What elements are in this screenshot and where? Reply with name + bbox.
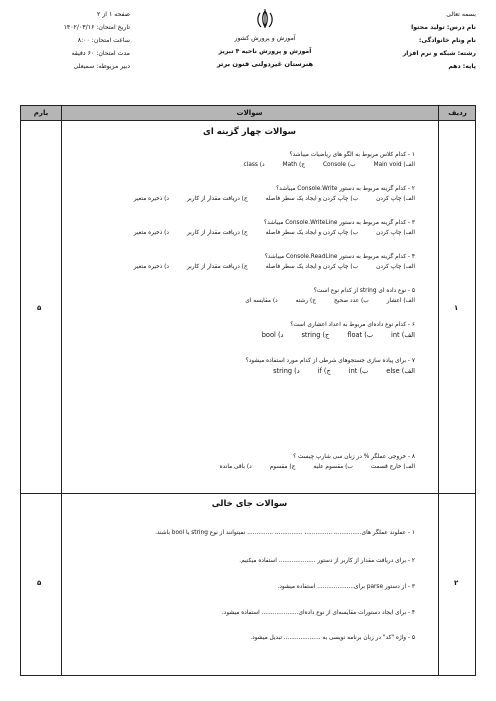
question-text: ۸ - خروجی عملگر % در زبان سی شارپ چیست ؟ bbox=[293, 454, 415, 460]
mcq-question bbox=[85, 184, 415, 204]
grade-label: پایه: دهم bbox=[448, 63, 476, 70]
option: ب) float bbox=[347, 331, 374, 339]
page-number: صفحه ۱ از ۲ bbox=[97, 11, 130, 18]
student-name-label: نام ونام خانوادگی: bbox=[418, 37, 476, 44]
header-middle bbox=[200, 8, 330, 71]
option: ج) if bbox=[317, 367, 331, 375]
ministry-line: آموزش و پرورش کشور bbox=[234, 35, 296, 42]
option: الف) else bbox=[386, 367, 415, 375]
question-text: ۳ - کدام گزینه مربوط به دستور Console.WriteLine میباشد؟ bbox=[264, 220, 415, 226]
mcq-question bbox=[85, 356, 415, 376]
option: د) class bbox=[243, 162, 265, 168]
option: ب) چاپ کردن و ایجاد یک سطر فاصله bbox=[265, 196, 359, 202]
option: ج) Math bbox=[282, 162, 305, 168]
fill-in-question: ۳ - از دستور parse برای.................... استفاده میشود. bbox=[277, 584, 415, 590]
option: د) ذخیره متغیر bbox=[133, 196, 169, 202]
question-options bbox=[85, 296, 415, 306]
row-divider bbox=[21, 493, 475, 494]
teacher-name: دبیر مربوطه: سمیعلی bbox=[73, 63, 130, 70]
option: ب) مقسوم علیه bbox=[313, 464, 353, 470]
basmala: بسمه تعالی bbox=[446, 11, 476, 18]
question-text: ۶ - کدام نوع داده‌ای مربوط به اعداد اعشاری است؟ bbox=[290, 322, 415, 328]
option: ب) int bbox=[348, 367, 369, 375]
fill-in-question: ۴ - برای ایجاد دستورات مقایسه‌ای از نوع داده‌ای.................... استفاده میشود. bbox=[221, 610, 415, 616]
mcq-question bbox=[85, 218, 415, 238]
exam-date: تاریخ امتحان: ۱۴۰۲/۰۳/۱۶ bbox=[63, 24, 130, 31]
mcq-question bbox=[85, 320, 415, 340]
option: الف) int bbox=[391, 331, 415, 339]
exam-duration: مدت امتحان: ۶۰ دقیقه bbox=[71, 50, 130, 57]
section1-score: ۵ bbox=[37, 304, 42, 312]
question-text: ۲ - کدام گزینه مربوط به دستور Console.Write میباشد؟ bbox=[276, 186, 415, 192]
subject-label: نام درس: تولید محتوا bbox=[411, 24, 476, 31]
option: ب) چاپ کردن و ایجاد یک سطر فاصله bbox=[265, 230, 359, 236]
option: د) مقایسه ای bbox=[245, 298, 278, 304]
option: د) string bbox=[273, 367, 300, 375]
question-options bbox=[85, 194, 415, 204]
option: د) ذخیره متغیر bbox=[133, 230, 169, 236]
option: الف) چاپ کردن bbox=[376, 230, 415, 236]
school-name: هنرستان غیردولتی فنون برتر bbox=[216, 60, 314, 68]
question-text: ۱ - کدام کلاس مربوط به الگو های ریاضیات میباشد؟ bbox=[289, 152, 415, 158]
question-text: ۷ - برای پیاده سازی جستجوهای شرطی از کدام مورد استفاده میشود؟ bbox=[245, 358, 415, 364]
option: الف) اعشار bbox=[386, 298, 415, 304]
question-text: ۴ - کدام گزینه مربوط به دستور Console.ReadLine میباشد؟ bbox=[264, 254, 415, 260]
section1-title: سوالات چهار گزینه ای bbox=[203, 127, 296, 137]
questions-column-header: سوالات bbox=[236, 109, 263, 117]
option: ج) مقسوم bbox=[269, 464, 296, 470]
question-options bbox=[85, 160, 415, 170]
column-divider bbox=[61, 106, 62, 675]
option: الف) خارج قسمت bbox=[370, 464, 415, 470]
option: الف) چاپ کردن bbox=[376, 196, 415, 202]
question-options bbox=[85, 228, 415, 238]
exam-header bbox=[20, 8, 476, 100]
question-options bbox=[85, 462, 415, 472]
fill-in-question: ۵ - واژه "کد" در زبان برنامه نویسی به .................... تبدیل میشود. bbox=[250, 635, 415, 641]
mcq-question bbox=[85, 252, 415, 272]
option: د) bool bbox=[261, 331, 284, 339]
option: ج) string bbox=[301, 331, 330, 339]
question-options bbox=[85, 366, 415, 376]
option: د) ذخیره متغیر bbox=[133, 264, 169, 270]
option: ب) چاپ کردن و ایجاد یک سطر فاصله bbox=[265, 264, 359, 270]
section2-score: ۵ bbox=[37, 579, 42, 587]
fill-in-question: ۱ - عملوند عملگر های..............، ..............، ..............، .............. نمیتوانند از نوع string یا bool باشند. bbox=[155, 530, 415, 536]
row-column-header: ردیف bbox=[448, 109, 467, 117]
mcq-question bbox=[85, 452, 415, 472]
option: الف) چاپ کردن bbox=[376, 264, 415, 270]
section1-row-number: ۱ bbox=[454, 304, 459, 312]
option: ج) دریافت مقدار از کاربر bbox=[186, 264, 248, 270]
question-options bbox=[85, 262, 415, 272]
question-text: ۵ - نوع داده ای string از کدام نوع است؟ bbox=[313, 288, 415, 294]
option: الف) Main void bbox=[373, 162, 415, 168]
mcq-question bbox=[85, 150, 415, 170]
score-column-header: بارم bbox=[33, 109, 49, 117]
header-right bbox=[403, 8, 476, 73]
district-line: آموزش و پرورش ناحیه ۴ تبریز bbox=[218, 48, 312, 55]
option: ج) رشته bbox=[295, 298, 317, 304]
mcq-question bbox=[85, 286, 415, 306]
section2-row-number: ۲ bbox=[454, 579, 459, 587]
option: ج) دریافت مقدار از کاربر bbox=[186, 230, 248, 236]
questions-table bbox=[20, 105, 476, 676]
option: ب) Console bbox=[322, 162, 356, 168]
section2-title: سوالات جای خالی bbox=[211, 499, 288, 509]
fill-in-question: ۲ - برای دریافت مقدار از کاربر از دستور .................... استفاده میکنیم. bbox=[239, 558, 415, 564]
exam-time: ساعت امتحان: ۸:۰۰ bbox=[77, 37, 130, 44]
field-label: رشته: شبکه و نرم افزار bbox=[402, 50, 476, 57]
option: د) باقی مانده bbox=[219, 464, 252, 470]
iran-emblem-icon bbox=[254, 8, 276, 30]
table-header-row bbox=[21, 106, 475, 121]
column-divider bbox=[438, 106, 439, 675]
option: ب) عدد صحیح bbox=[334, 298, 369, 304]
header-left bbox=[20, 8, 130, 73]
option: ج) دریافت مقدار از کاربر bbox=[186, 196, 248, 202]
question-options bbox=[85, 330, 415, 340]
